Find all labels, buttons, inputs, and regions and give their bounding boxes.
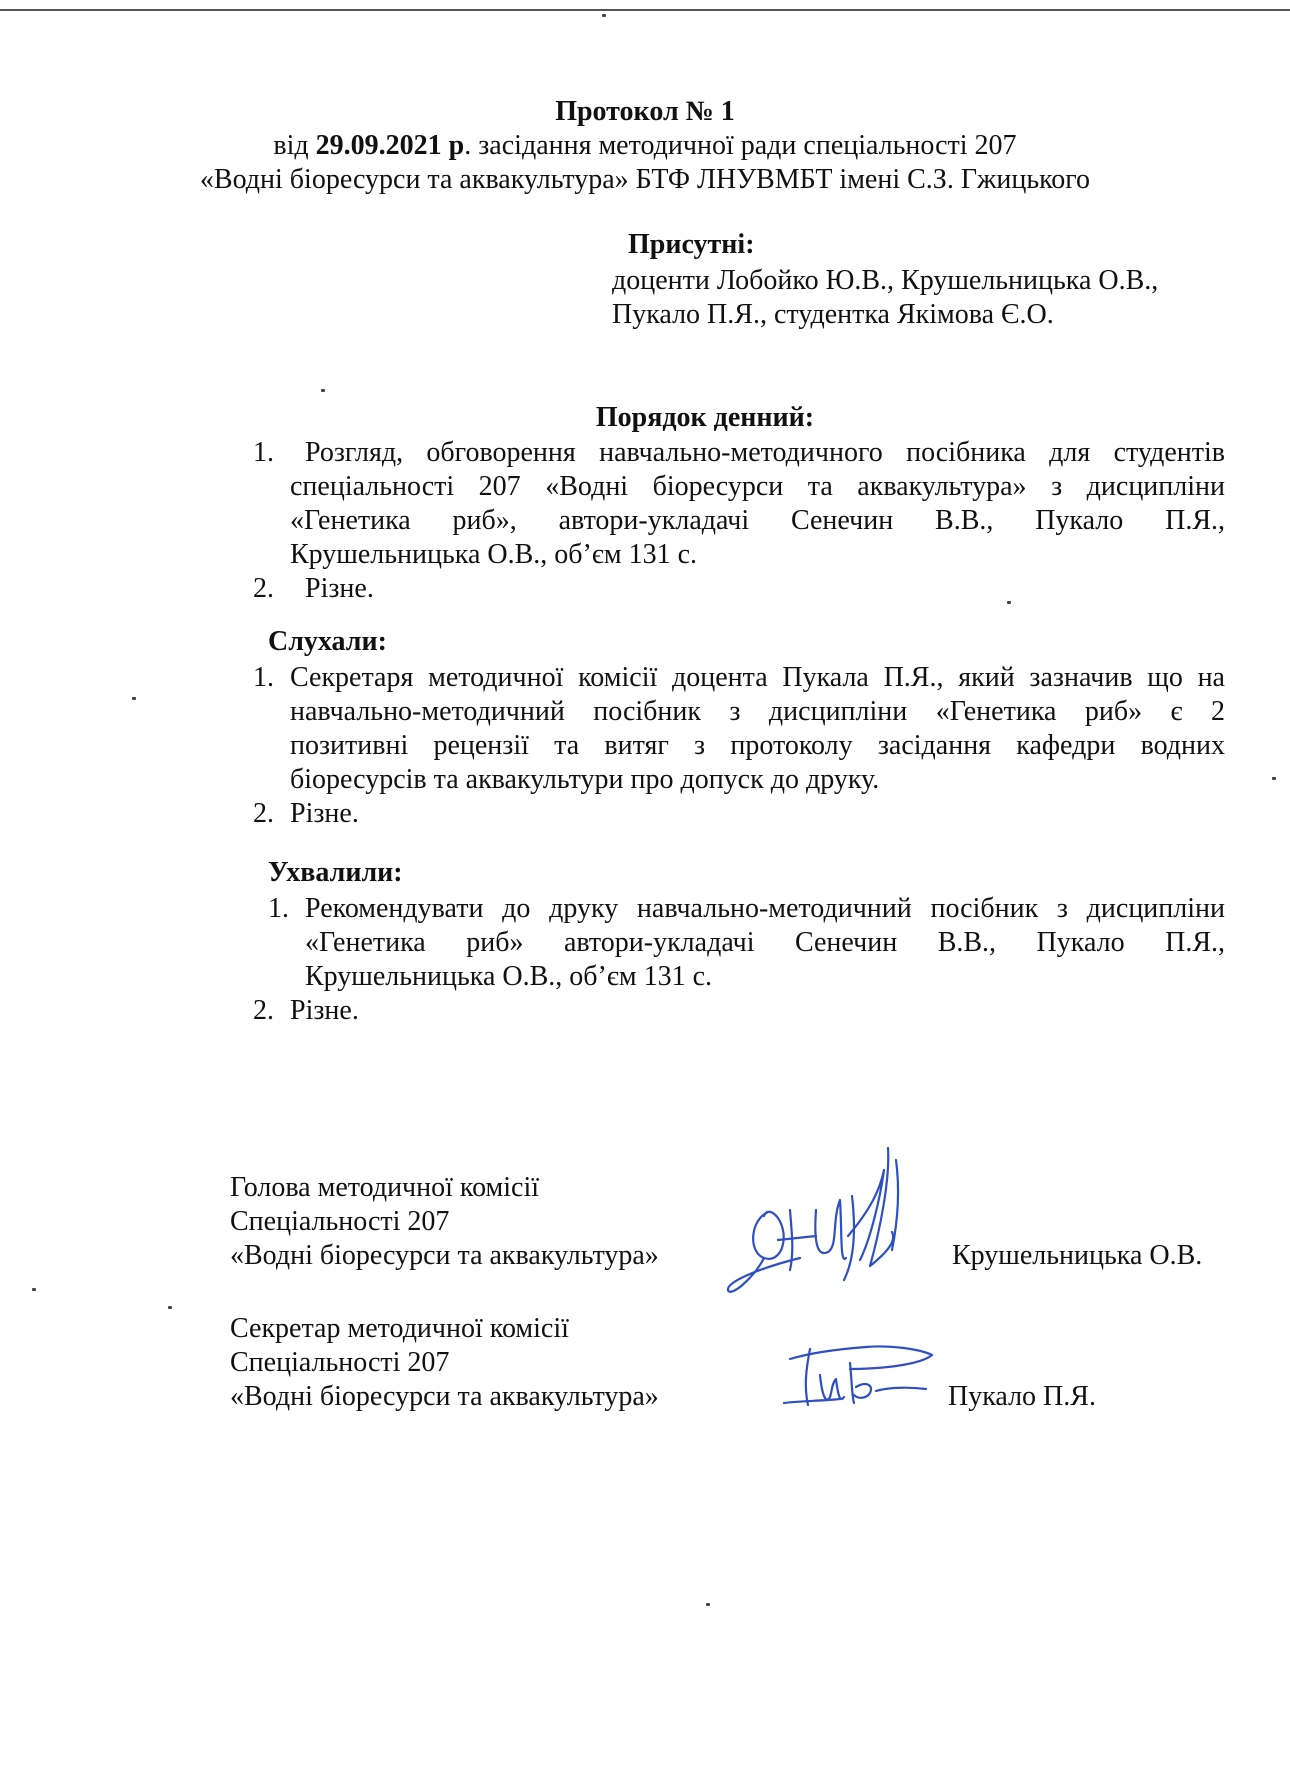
date-suffix: . засідання методичної ради спеціальності 207: [464, 130, 1017, 161]
scan-edge-line: [0, 9, 1290, 11]
resolved-heading: Ухвалили:: [268, 857, 403, 888]
resolved-item-2-text: Різне.: [290, 995, 359, 1026]
agenda-item-2-text: Різне.: [305, 573, 374, 604]
heard-item-1-line-1: Секретаря методичної комісії доцента Пукала П.Я., який зазначив що на: [290, 662, 1225, 693]
resolved-item-2-number: 2.: [253, 995, 274, 1026]
heard-item-2-text: Різне.: [290, 798, 359, 829]
chair-name: Крушельницька О.В.: [952, 1240, 1203, 1271]
present-heading: Присутні:: [628, 229, 755, 260]
heard-heading: Слухали:: [268, 626, 387, 657]
scan-speck: [1007, 601, 1011, 604]
scan-speck: [1272, 777, 1276, 780]
agenda-item-1-line-3: «Генетика риб», автори-укладачі Сенечин В.В., Пукало П.Я.,: [290, 505, 1225, 536]
scan-speck: [602, 14, 606, 17]
scan-speck: [168, 1306, 172, 1309]
protocol-title: Протокол № 1: [555, 96, 735, 127]
secretary-signature: [770, 1335, 950, 1415]
protocol-subtitle: «Водні біоресурси та аквакультура» БТФ ЛНУВМБТ імені С.З. Гжицького: [199, 164, 1091, 195]
heard-item-1-line-3: позитивні рецензії та витяг з протоколу засідання кафедри водних: [290, 730, 1225, 761]
chair-signature: [720, 1140, 940, 1315]
protocol-date-line: [0, 130, 1290, 162]
scan-speck: [32, 1288, 36, 1291]
agenda-item-1-line-4: Крушельницька О.В., об’єм 131 с.: [290, 539, 697, 570]
chair-title-line-1: Голова методичної комісії: [230, 1172, 540, 1203]
protocol-date: 29.09.2021 р: [315, 130, 465, 161]
agenda-item-2-number: 2.: [253, 573, 274, 604]
scan-speck: [132, 697, 136, 700]
chair-title-line-2: Спеціальності 207: [230, 1206, 450, 1237]
agenda-heading: Порядок денний:: [595, 402, 815, 433]
secretary-title-line-1: Секретар методичної комісії: [230, 1313, 569, 1344]
resolved-item-1-number: 1.: [268, 893, 289, 924]
agenda-item-1-line-2: спеціальності 207 «Водні біоресурси та аквакультура» з дисципліни: [290, 471, 1225, 502]
resolved-item-1-line-3: Крушельницька О.В., об’єм 131 с.: [305, 961, 712, 992]
heard-item-1-line-4: біоресурсів та аквакультури про допуск до друку.: [290, 764, 880, 795]
heard-item-1-number: 1.: [253, 662, 274, 693]
present-line-2: Пукало П.Я., студентка Якімова Є.О.: [612, 299, 1054, 330]
date-prefix: від: [273, 130, 316, 161]
secretary-title-line-3: «Водні біоресурси та аквакультура»: [230, 1381, 659, 1412]
resolved-item-1-line-1: Рекомендувати до друку навчально-методичний посібник з дисципліни: [305, 893, 1225, 924]
scan-speck: [706, 1603, 710, 1606]
agenda-item-1-number: 1.: [253, 437, 274, 468]
agenda-item-1-line-1: Розгляд, обговорення навчально-методичного посібника для студентів: [305, 437, 1225, 468]
resolved-item-1-line-2: «Генетика риб» автори-укладачі Сенечин В.В., Пукало П.Я.,: [305, 927, 1225, 958]
heard-item-1-line-2: навчально-методичний посібник з дисципліни «Генетика риб» є 2: [290, 696, 1225, 727]
scan-speck: [321, 389, 325, 392]
secretary-title-line-2: Спеціальності 207: [230, 1347, 450, 1378]
chair-title-line-3: «Водні біоресурси та аквакультура»: [230, 1240, 659, 1271]
present-line-1: доценти Лобойко Ю.В., Крушельницька О.В.,: [612, 265, 1159, 296]
secretary-name: Пукало П.Я.: [948, 1381, 1096, 1412]
heard-item-2-number: 2.: [253, 798, 274, 829]
